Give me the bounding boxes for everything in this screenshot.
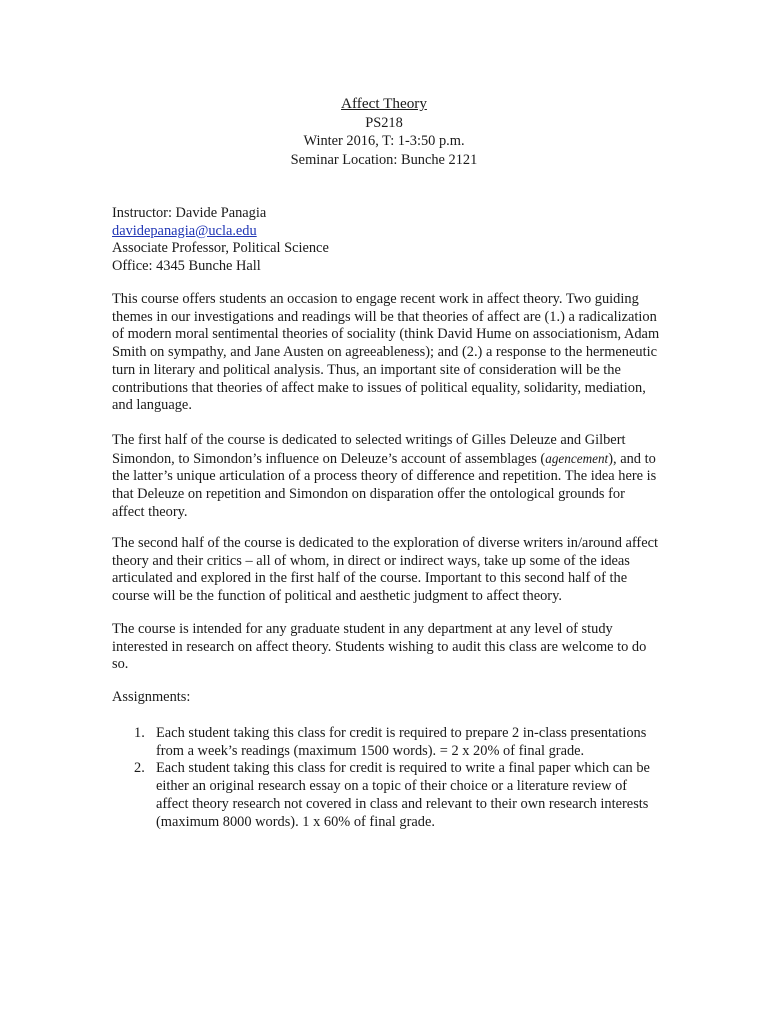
course-location: Seminar Location: Bunche 2121 [290,151,478,168]
assignment-item [112,760,660,831]
course-title: Affect Theory [341,95,427,112]
course-code: PS218 [365,114,403,131]
assignments-list [112,725,660,831]
instructor-name: Instructor: Davide Panagia [112,205,267,221]
assignment-number: 2. [134,760,145,777]
intro-paragraph: This course offers students an occasion to engage recent work in affect theory. Two guiding themes in our investigations and readings will be that theories of affect are (1.) a radicalization of modern moral sentimental theories of sociality (think David Hume on associationism, Adam Smith on sympathy, and Jane Austen on agreeableness); and (2.) a response to the hermeneutic turn in literary and political analysis. Thus, an important site of consideration will be the contributions that theories of affect make to issues of political equality, solidarity, mediation, and language. [112,291,660,414]
instructor-office: Office: 4345 Bunche Hall [112,258,261,275]
assignment-number: 1. [134,725,145,741]
assignment-item [112,725,660,760]
first-half-text-a: The first half of the course is dedicated to selected writings of Gilles Deleuze and Gilbert Simondon, to Simondon’s influence on Deleuze’s account of assemblages ( [112,432,626,467]
assignments-heading: Assignments: [112,689,191,705]
first-half-text-b: ), and to the latter’s unique articulation of a process theory of difference and repetition. The idea here is that Deleuze on repetition and Simondon on disparation offer the ontological grounds for affect theory. [112,450,657,520]
assignment-text: Each student taking this class for credit is required to write a final paper which can be either an original research essay on a topic of their choice or a literature review of affect theory research not covered in class and relevant to their own research interests (maximum 8000 words). 1 x 60% of final grade. [156,760,650,830]
instructor-email-link[interactable]: davidepanagia@ucla.edu [112,222,257,239]
second-half-paragraph: The second half of the course is dedicated to the exploration of diverse writers in/around affect theory and their critics – all of whom, in direct or indirect ways, take up some of the ideas articulated and explored in the first half of the course. Important to this second half of the course will be the function of political and aesthetic judgment to affect theory. [112,535,658,605]
course-header [0,95,768,169]
audience-paragraph: The course is intended for any graduate student in any department at any level of study interested in research on affect theory. Students wishing to audit this class are welcome to do so. [112,621,647,673]
instructor-title: Associate Professor, Political Science [112,240,329,257]
first-half-paragraph [112,432,660,522]
course-term: Winter 2016, T: 1-3:50 p.m. [303,133,465,149]
agencement-term: agencement [545,450,609,466]
assignment-text: Each student taking this class for credit is required to prepare 2 in-class presentations from a week’s readings (maximum 1500 words). = 2 x 20% of final grade. [156,725,647,759]
instructor-block [112,205,656,276]
